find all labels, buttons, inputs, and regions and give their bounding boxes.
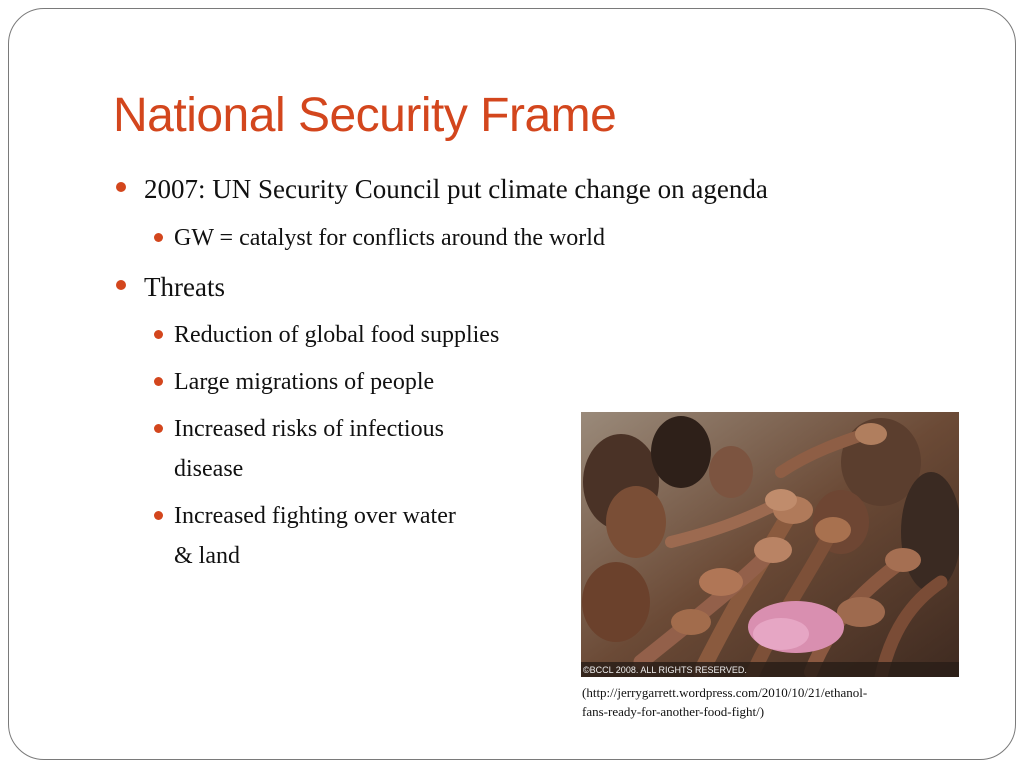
sub-bullet-text: Increased fighting over water (174, 503, 456, 529)
bullet-dot-icon (116, 182, 126, 192)
bullet-dot-icon (154, 330, 163, 339)
bullet-dot-icon (116, 280, 126, 290)
bullet-dot-icon (154, 377, 163, 386)
sub-bullet-item (112, 409, 594, 489)
bullet-item (112, 168, 932, 210)
bullet-dot-icon (154, 233, 163, 242)
bullet-dot-icon (154, 511, 163, 520)
bullet-text: Threats (144, 272, 225, 302)
bullet-text: 2007: UN Security Council put climate change on agenda (144, 174, 768, 204)
sub-bullet-item (112, 362, 932, 402)
sub-bullet-text: Large migrations of people (174, 369, 435, 395)
sub-bullet-text: GW = catalyst for conflicts around the world (174, 225, 605, 251)
sub-bullet-text: Increased risks of infectious (174, 416, 444, 442)
caption-line: (http://jerrygarrett.wordpress.com/2010/10/21/ethanol- (582, 685, 868, 700)
bullet-dot-icon (154, 424, 163, 433)
sub-bullet-text: Reduction of global food supplies (174, 322, 500, 348)
caption-line: fans-ready-for-another-food-fight/) (582, 704, 765, 719)
bullet-item (112, 266, 932, 308)
sub-bullet-item (112, 218, 932, 258)
sub-bullet-item (112, 496, 594, 576)
sub-bullet-text-continued: & land (174, 543, 240, 569)
crowd-photo (581, 412, 959, 677)
slide-title: National Security Frame (113, 89, 617, 142)
crowd-photo-illustration (581, 412, 959, 677)
sub-bullet-item (112, 315, 932, 355)
image-caption (582, 683, 962, 721)
sub-bullet-text-continued: disease (174, 456, 244, 482)
photo-watermark: ©BCCL 2008. ALL RIGHTS RESERVED. (583, 665, 747, 675)
